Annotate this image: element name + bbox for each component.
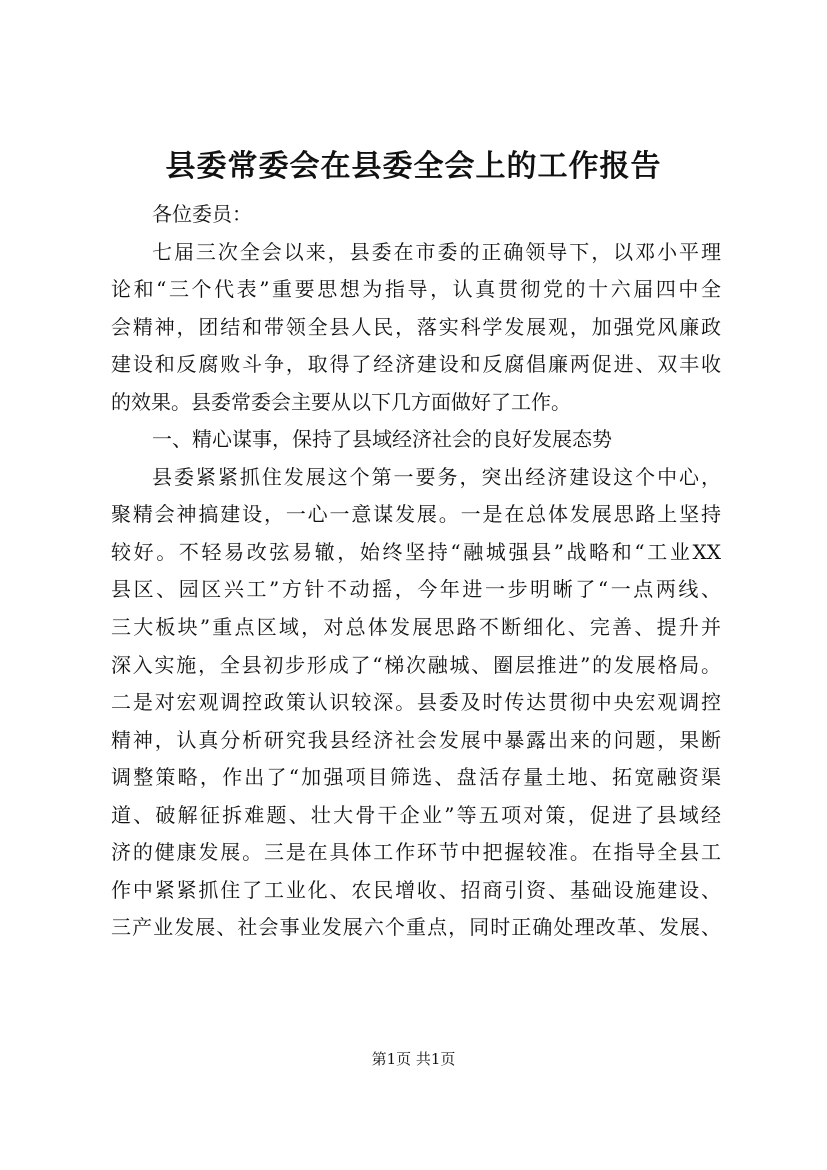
paragraph-line: 七届三次全会以来，县委在市委的正确领导下，以邓小平理 (152, 239, 721, 264)
paragraph-line: 县委紧紧抓住发展这个第一要务，突出经济建设这个中心， (152, 464, 721, 489)
paragraph-line: 的效果。县委常委会主要从以下几方面做好了工作。 (111, 389, 571, 414)
paragraph-line: 道、破解征拆难题、壮大骨干企业”等五项对策，促进了县域经 (111, 802, 721, 827)
document-title: 县委常委会在县委全会上的工作报告 (165, 149, 662, 184)
salutation-line: 各位委员： (152, 202, 252, 226)
paragraph-line: 深入实施，全县初步形成了“梯次融城、圈层推进”的发展格局。 (111, 652, 721, 677)
section-heading: 一、精心谋事，保持了县域经济社会的良好发展态势 (152, 427, 612, 452)
paragraph-line: 精神，认真分析研究我县经济社会发展中暴露出来的问题，果断 (111, 727, 721, 752)
page-footer: 第1页 共1页 (371, 1050, 456, 1068)
paragraph-line: 建设和反腐败斗争，取得了经济建设和反腐倡廉两促进、双丰收 (111, 352, 721, 377)
paragraph-line: 县区、园区兴工”方针不动摇，今年进一步明晰了“一点两线、 (111, 577, 721, 602)
document-body (111, 196, 721, 947)
paragraph-line: 调整策略，作出了“加强项目筛选、盘活存量土地、拓宽融资渠 (111, 765, 721, 790)
paragraph-line: 济的健康发展。三是在具体工作环节中把握较准。在指导全县工 (111, 840, 721, 865)
paragraph-line: 较好。不轻易改弦易辙，始终坚持“融城强县”战略和“工业XX (111, 539, 721, 564)
paragraph-line: 二是对宏观调控政策认识较深。县委及时传达贯彻中央宏观调控 (111, 690, 721, 715)
paragraph-line: 三大板块”重点区域，对总体发展思路不断细化、完善、提升并 (111, 615, 721, 640)
paragraph-line: 三产业发展、社会事业发展六个重点，同时正确处理改革、发展、 (111, 915, 721, 940)
paragraph-line: 作中紧紧抓住了工业化、农民增收、招商引资、基础设施建设、 (111, 877, 721, 902)
paragraph-line: 论和“三个代表”重要思想为指导，认真贯彻党的十六届四中全 (111, 277, 721, 302)
paragraph-line: 聚精会神搞建设，一心一意谋发展。一是在总体发展思路上坚持 (111, 502, 721, 527)
paragraph-line: 会精神，团结和带领全县人民，落实科学发展观，加强党风廉政 (111, 314, 721, 339)
